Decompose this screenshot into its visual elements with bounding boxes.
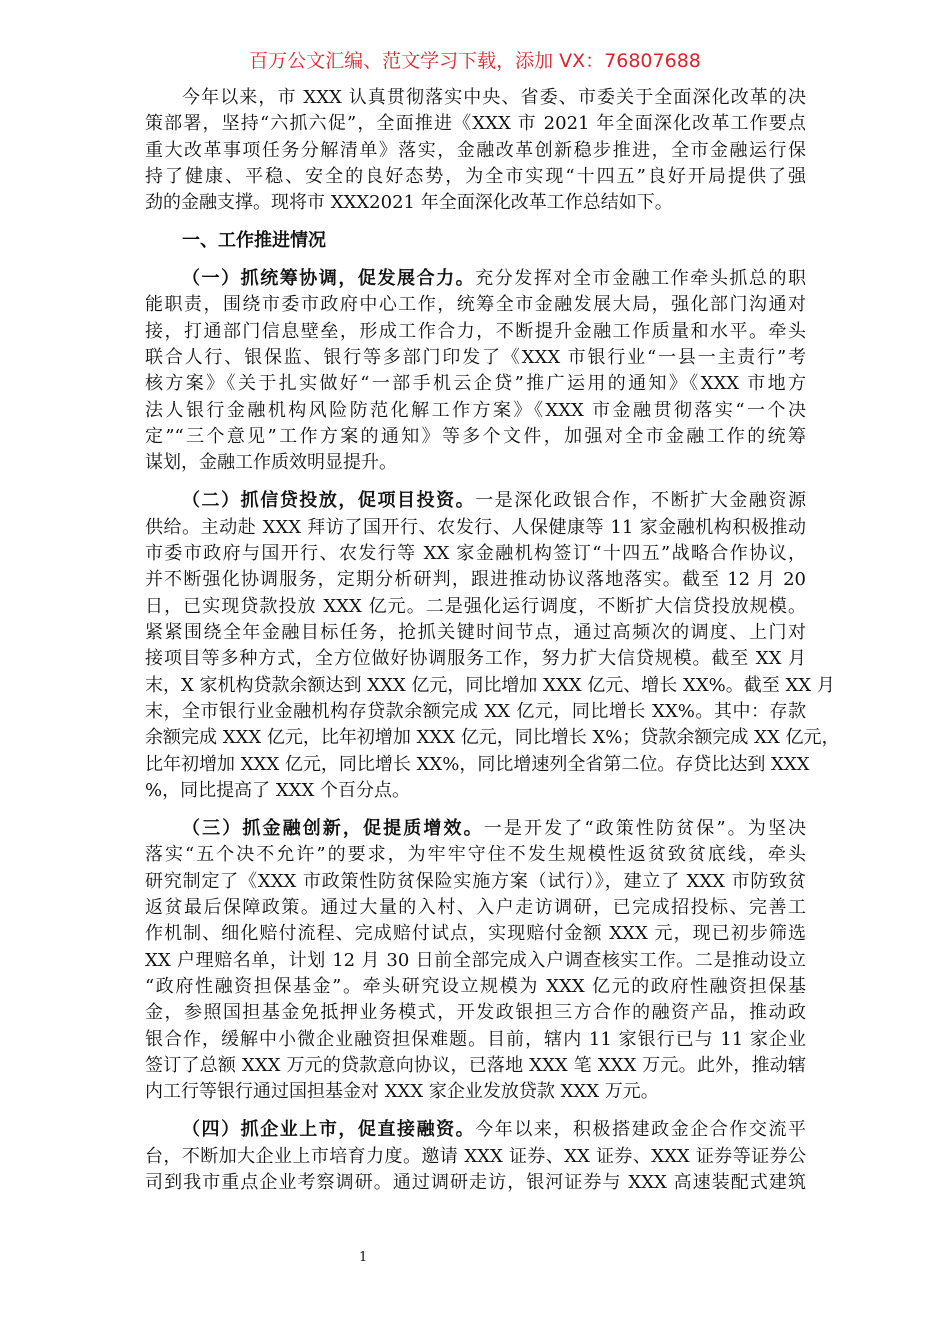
text-line: 持了健康、平稳、安全的良好态势，为全市实现“十四五”良好开局提供了强 (145, 166, 806, 188)
text-line: 银合作，缓解中小微企业融资担保难题。目前，辖内 11 家银行已与 11 家企业 (145, 1028, 806, 1050)
text-line: 紧紧围绕全年金融目标任务，抢抓关键时间节点，通过高频次的调度、上门对 (145, 622, 806, 644)
text-line: 今年以来，市 XXX 认真贯彻落实中央、省委、市委关于全面深化改革的决 (182, 87, 806, 108)
text-line: 司到我市重点企业考察调研。通过调研走访，银河证券与 XXX 高速装配式建筑 (145, 1171, 806, 1193)
text-line (145, 488, 806, 514)
watermark-banner: 百万公文汇编、范文学习下载，添加 VX：76807688 (249, 50, 701, 72)
section-paragraph (145, 488, 840, 804)
text-line: 作机制、细化赔付流程、完成赔付试点，实现赔付金额 XXX 元，现已初步筛选 (145, 923, 806, 945)
section-heading: 一、工作推进情况 (182, 230, 326, 252)
text-line: 联合人行、银保监、银行等多部门印发了《XXX 市银行业“一县一主责行”考 (145, 347, 806, 369)
text-line: 谋划，金融工作质效明显提升。 (145, 452, 397, 474)
text-line: 核方案》《关于扎实做好“一部手机云企贷”推广运用的通知》《XXX 市地方 (145, 373, 806, 395)
text-line: 能职责，围绕市委市政府中心工作，统筹全市金融发展大局，强化部门沟通对 (145, 294, 806, 316)
text-line (145, 266, 806, 292)
intro-paragraph (145, 85, 806, 217)
text-line: 落实“五个决不允许”的要求，为牢牢守住不发生规模性返贫致贫底线，牵头 (145, 844, 806, 866)
text-line: 市委市政府与国开行、农发行等 XX 家金融机构签订“十四五”战略合作协议， (145, 543, 806, 564)
section-paragraph (145, 1117, 806, 1196)
text-line: 金，参照国担基金免抵押业务模式，开发政银担三方合作的融资产品，推动政 (145, 1002, 806, 1024)
text-line: 台，不断加大企业上市培育力度。邀请 XXX 证券、XX 证券、XXX 证券等证券公 (145, 1145, 806, 1167)
text-line: XX 户理赔名单，计划 12 月 30 日前全部完成入户调查核实工作。二是推动设立 (145, 949, 806, 971)
text-line: 末，全市银行业金融机构存贷款余额完成 XX 亿元，同比增长 XX%。其中：存款 (145, 701, 806, 723)
section-text: 充分发挥对全市金融工作牵头抓总的职 (475, 268, 807, 290)
section-text: 一是开发了“政策性防贫保”。为坚决 (483, 817, 807, 839)
text-line: 内工行等银行通过国担基金对 XXX 家企业发放贷款 XXX 万元。 (145, 1081, 659, 1103)
text-line: 余额完成 XXX 亿元，比年初增加 XXX 亿元，同比增长 X%；贷款余额完成 XX 亿元， (145, 727, 840, 749)
section-title: （二）抓信贷投放，促项目投资。 (182, 490, 476, 512)
text-line: 并不断强化协调服务，定期分析研判，跟进推动协议落地落实。截至 12 月 20 (145, 569, 806, 591)
section-title: （一）抓统筹协调，促发展合力。 (182, 268, 476, 290)
text-line: 末，X 家机构贷款余额达到 XXX 亿元，同比增加 XXX 亿元、增长 XX%。截至 XX 月 (145, 674, 835, 696)
text-line: 重大改革事项任务分解清单》落实，金融改革创新稳步推进，全市金融运行保 (145, 139, 806, 161)
text-line (145, 816, 806, 842)
text-line: 劲的金融支撑。现将市 XXX2021 年全面深化改革工作总结如下。 (145, 192, 673, 214)
text-line: 比年初增加 XXX 亿元，同比增长 XX%，同比增速列全省第二位。存贷比达到 XXX (145, 753, 810, 775)
section-paragraph (145, 816, 806, 1106)
text-line: 接，打通部门信息壁垒，形成工作合力，不断提升金融工作质量和水平。牵头 (145, 320, 806, 342)
document-body (145, 85, 840, 1208)
section-paragraph (145, 266, 806, 477)
text-line: 策部署，坚持“六抓六促”，全面推进《XXX 市 2021 年全面深化改革工作要点 (145, 113, 806, 135)
text-line: 供给。主动赴 XXX 拜访了国开行、农发行、人保健康等 11 家金融机构积极推动 (145, 516, 806, 538)
page-number: 1 (359, 1250, 368, 1265)
section-text: 一是深化政银合作，不断扩大金融资源 (475, 490, 807, 512)
text-line (145, 1117, 806, 1143)
text-line: 法人银行金融机构风险防范化解工作方案》《XXX 市金融贯彻落实“一个决 (145, 399, 806, 421)
text-line: %，同比提高了 XXX 个百分点。 (145, 780, 410, 802)
text-line: 返贫最后保障政策。通过大量的入村、入户走访调研，已完成招投标、完善工 (145, 896, 806, 918)
section-title: （三）抓金融创新，促提质增效。 (182, 817, 484, 839)
text-line: 研究制定了《XXX 市政策性防贫保险实施方案（试行）》，建立了 XXX 市防致贫 (145, 870, 806, 892)
section-text: 今年以来，积极搭建政金企合作交流平 (475, 1119, 807, 1141)
text-line: 定”“三个意见”工作方案的通知》等多个文件，加强对全市金融工作的统筹 (145, 426, 806, 448)
text-line: 签订了总额 XXX 万元的贷款意向协议，已落地 XXX 笔 XXX 万元。此外，推动辖 (145, 1055, 806, 1077)
text-line: “政府性融资担保基金”。牵头研究设立规模为 XXX 亿元的政府性融资担保基 (145, 976, 806, 997)
section-title: （四）抓企业上市，促直接融资。 (182, 1119, 476, 1141)
text-line: 接项目等多种方式，全方位做好协调服务工作，努力扩大信贷规模。截至 XX 月 (145, 648, 806, 670)
text-line: 日，已实现贷款投放 XXX 亿元。二是强化运行调度，不断扩大信贷投放规模。 (145, 595, 806, 617)
